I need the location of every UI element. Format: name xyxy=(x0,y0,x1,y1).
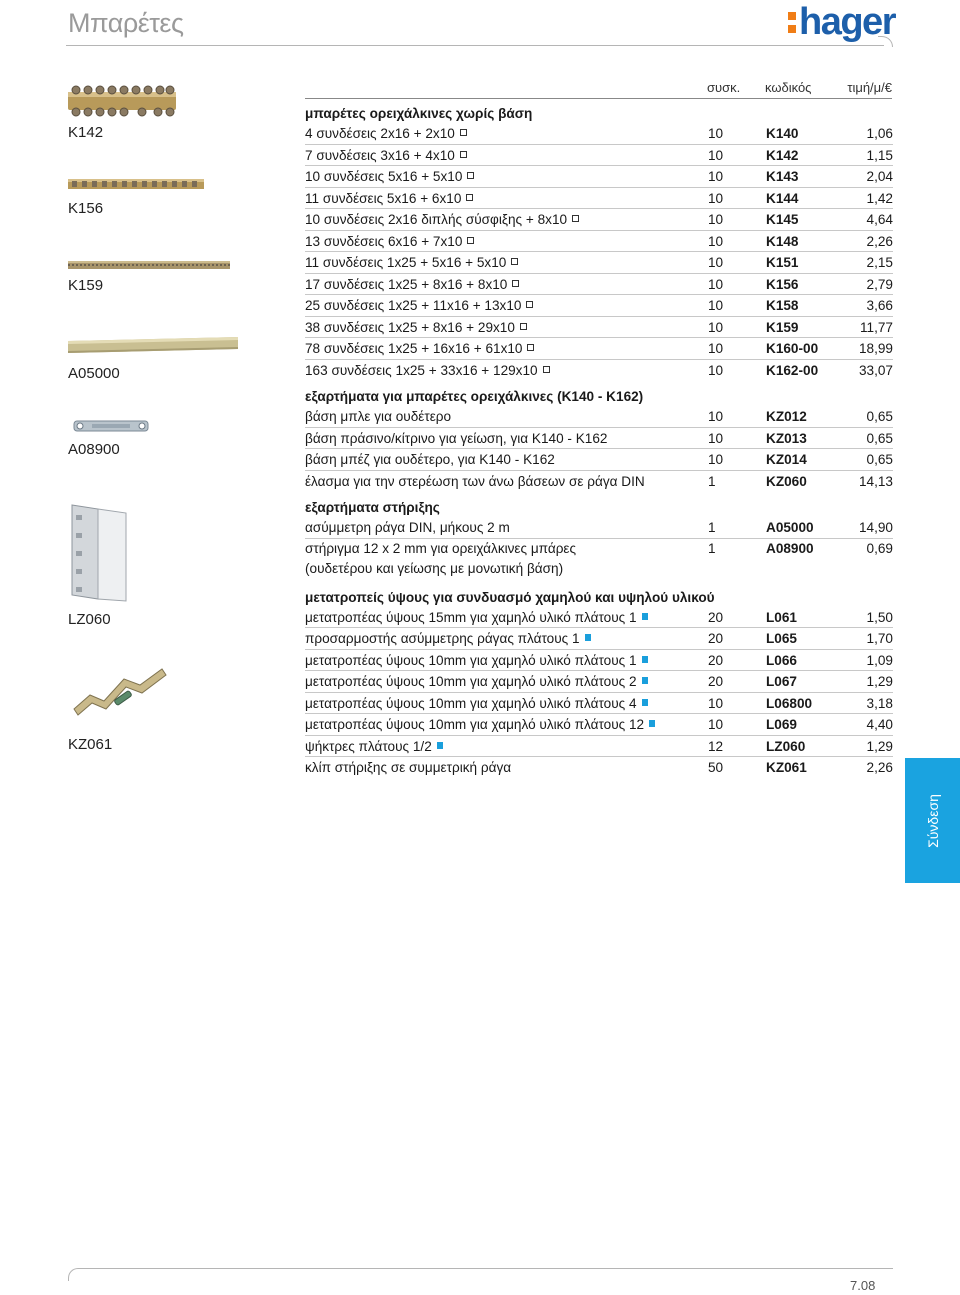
item-code: K159 xyxy=(766,319,799,335)
table-row xyxy=(305,317,893,339)
blue-square-marker-icon xyxy=(642,677,648,684)
item-qty: 10 xyxy=(708,255,724,270)
item-qty: 10 xyxy=(708,452,724,467)
item-description xyxy=(305,449,555,470)
item-description xyxy=(305,145,467,166)
table-row xyxy=(305,757,893,778)
item-price: 1,06 xyxy=(866,126,893,141)
image-label: K159 xyxy=(68,277,104,294)
item-description xyxy=(305,757,511,778)
footer-rule xyxy=(78,1268,893,1269)
item-code: L066 xyxy=(766,652,797,668)
section-title: μετατροπείς ύψους για συνδυασμό χαμηλού και υψηλού υλικού xyxy=(305,589,715,605)
title-rule xyxy=(66,45,884,46)
item-qty: 20 xyxy=(708,631,724,646)
item-code: K156 xyxy=(766,276,799,292)
item-qty: 10 xyxy=(708,695,724,711)
blue-square-marker-icon xyxy=(642,656,648,663)
item-qty: 1 xyxy=(708,473,716,489)
image-label: A08900 xyxy=(68,441,120,458)
terminal-bar-long-image xyxy=(68,259,230,271)
section-title: εξαρτήματα για μπαρέτες ορειχάλκινες (K140 - K162) xyxy=(305,389,644,404)
item-price: 2,26 xyxy=(866,760,893,775)
item-description-text: ασύμμετρη ράγα DIN, μήκους 2 m xyxy=(305,520,510,535)
table-row xyxy=(305,714,893,736)
item-description-text: 11 συνδέσεις 1x25 + 5x16 + 5x10 xyxy=(305,255,507,270)
product-table xyxy=(305,103,893,778)
hollow-square-marker-icon xyxy=(466,194,473,201)
item-qty: 10 xyxy=(708,298,724,313)
column-header-qty: συσκ. xyxy=(707,80,741,95)
image-label: K142 xyxy=(68,124,104,141)
item-price: 3,66 xyxy=(866,298,893,313)
item-price: 1,29 xyxy=(866,738,893,754)
item-price: 0,69 xyxy=(866,540,893,556)
item-code: K145 xyxy=(766,212,799,227)
blue-square-marker-icon xyxy=(642,613,648,620)
image-label: KZ061 xyxy=(68,736,113,753)
table-row xyxy=(305,628,893,650)
item-price: 1,29 xyxy=(866,674,893,689)
item-price: 14,90 xyxy=(858,520,893,535)
table-row xyxy=(305,671,893,693)
item-description xyxy=(305,539,576,579)
hollow-square-marker-icon xyxy=(460,129,467,136)
mounting-clip-image xyxy=(70,655,170,721)
item-price: 33,07 xyxy=(858,362,893,378)
item-description-text: μετατροπέας ύψους 15mm για χαμηλό υλικό πλάτους 1 xyxy=(305,609,637,625)
table-row xyxy=(305,123,893,145)
item-description xyxy=(305,166,474,187)
item-description xyxy=(305,338,534,359)
table-row xyxy=(305,252,893,274)
item-price: 2,79 xyxy=(866,276,893,292)
table-row xyxy=(305,428,893,450)
blue-square-marker-icon xyxy=(649,720,655,727)
item-price: 11,77 xyxy=(859,319,893,335)
item-qty: 10 xyxy=(708,190,724,206)
item-code: L069 xyxy=(766,717,797,732)
item-qty: 1 xyxy=(708,520,716,535)
item-qty: 12 xyxy=(708,738,724,754)
item-code: KZ012 xyxy=(766,409,807,424)
item-code: K162-00 xyxy=(766,362,819,378)
column-header-price: τιμή/μ/€ xyxy=(847,80,892,95)
item-code: K143 xyxy=(766,169,799,184)
table-row xyxy=(305,736,893,758)
item-description-text: 17 συνδέσεις 1x25 + 8x16 + 8x10 xyxy=(305,276,508,292)
item-price: 1,09 xyxy=(866,652,893,668)
item-description-text: έλασμα για την στερέωση των άνω βάσεων σε ράγα DIN xyxy=(305,473,645,489)
item-qty: 10 xyxy=(708,169,724,184)
item-code: LZ060 xyxy=(766,738,806,754)
table-row xyxy=(305,449,893,471)
section-title: μπαρέτες ορειχάλκινες χωρίς βάση xyxy=(305,106,533,121)
item-code: L061 xyxy=(766,609,797,625)
item-description xyxy=(305,231,474,252)
item-price: 0,65 xyxy=(866,452,893,467)
table-row xyxy=(305,145,893,167)
hollow-square-marker-icon xyxy=(512,280,519,287)
item-price: 4,64 xyxy=(866,212,893,227)
item-description-text: μετατροπέας ύψους 10mm για χαμηλό υλικό πλάτους 4 xyxy=(305,695,637,711)
hollow-square-marker-icon xyxy=(467,172,474,179)
image-label: A05000 xyxy=(68,365,120,382)
item-qty: 10 xyxy=(708,341,724,356)
item-description xyxy=(305,714,655,735)
brush-cover-image xyxy=(68,503,130,603)
item-qty: 10 xyxy=(708,276,724,292)
item-code: A05000 xyxy=(766,520,814,535)
item-price: 1,15 xyxy=(866,147,893,163)
item-qty: 1 xyxy=(708,540,716,556)
item-description xyxy=(305,123,467,144)
page-number: 7.08 xyxy=(850,1278,876,1293)
item-code: L06800 xyxy=(766,695,813,711)
brand-colon-icon xyxy=(788,12,796,33)
item-description-text: ψήκτρες πλάτους 1/2 xyxy=(305,738,432,754)
item-code: K142 xyxy=(766,147,799,163)
terminal-bar-medium-image xyxy=(68,176,204,192)
table-row xyxy=(305,166,893,188)
item-qty: 20 xyxy=(708,674,724,689)
item-price: 2,15 xyxy=(866,255,893,270)
hollow-square-marker-icon xyxy=(460,151,467,158)
item-code: L067 xyxy=(766,674,797,689)
item-description-text: βάση μπέζ για ουδέτερο, για K140 - K162 xyxy=(305,452,555,467)
brand-wordmark: hager xyxy=(799,0,895,43)
item-description xyxy=(305,517,510,538)
image-label: LZ060 xyxy=(68,611,111,628)
item-qty: 10 xyxy=(708,147,724,163)
item-code: K148 xyxy=(766,233,799,249)
item-description-text: 13 συνδέσεις 6x16 + 7x10 xyxy=(305,233,463,249)
table-row xyxy=(305,231,893,253)
item-description xyxy=(305,406,451,427)
item-price: 3,18 xyxy=(866,695,893,711)
footer-rule-curve xyxy=(68,1268,79,1281)
table-row xyxy=(305,471,893,492)
item-code: K158 xyxy=(766,298,799,313)
item-description-text: 38 συνδέσεις 1x25 + 8x16 + 29x10 xyxy=(305,319,515,335)
item-description-text: βάση μπλε για ουδέτερο xyxy=(305,409,452,424)
item-code: K160-00 xyxy=(766,341,819,356)
page-title: Μπαρέτες xyxy=(68,8,184,38)
item-code: KZ060 xyxy=(766,473,807,489)
item-description xyxy=(305,736,443,757)
item-price: 2,04 xyxy=(866,169,893,184)
item-code: K151 xyxy=(766,255,799,270)
item-description-text: 10 συνδέσεις 5x16 + 5x10 xyxy=(305,169,463,184)
table-row xyxy=(305,338,893,360)
item-description xyxy=(305,360,550,381)
item-qty: 20 xyxy=(708,652,724,668)
item-description xyxy=(305,671,648,692)
support-bracket-image xyxy=(68,417,154,435)
item-qty: 10 xyxy=(708,362,724,378)
item-code: K140 xyxy=(766,126,799,141)
item-code: KZ061 xyxy=(766,760,807,775)
item-price: 0,65 xyxy=(866,409,893,424)
item-description-text: 7 συνδέσεις 3x16 + 4x10 xyxy=(305,147,455,163)
section-side-tab[interactable] xyxy=(905,758,960,883)
table-row xyxy=(305,693,893,715)
item-description-text: μετατροπέας ύψους 10mm για χαμηλό υλικό πλάτους 12 xyxy=(305,717,645,732)
item-qty: 10 xyxy=(708,126,724,141)
item-price: 2,26 xyxy=(866,233,893,249)
item-description-text: 11 συνδέσεις 5x16 + 6x10 xyxy=(305,190,462,206)
item-description xyxy=(305,471,645,492)
item-description-text: 163 συνδέσεις 1x25 + 33x16 + 129x10 xyxy=(305,362,538,378)
item-code: K144 xyxy=(766,190,799,206)
item-description xyxy=(305,252,518,273)
hollow-square-marker-icon xyxy=(511,258,518,265)
hollow-square-marker-icon xyxy=(526,301,533,308)
item-description-text: μετατροπέας ύψους 10mm για χαμηλό υλικό πλάτους 1 xyxy=(305,652,637,668)
table-row xyxy=(305,360,893,381)
item-description xyxy=(305,428,607,449)
item-qty: 10 xyxy=(708,319,724,335)
item-description-text: στήριγμα 12 x 2 mm για ορειχάλκινες μπάρες xyxy=(305,540,577,556)
item-description xyxy=(305,650,648,671)
blue-square-marker-icon xyxy=(642,699,648,706)
image-label: K156 xyxy=(68,200,104,217)
column-header-code: κωδικός xyxy=(765,80,812,95)
brand-logo xyxy=(788,2,895,42)
hollow-square-marker-icon xyxy=(520,323,527,330)
item-description-text: 78 συνδέσεις 1x25 + 16x16 + 61x10 xyxy=(305,341,523,356)
blue-square-marker-icon xyxy=(437,742,443,749)
item-qty: 10 xyxy=(708,409,724,424)
item-qty: 50 xyxy=(708,760,724,775)
column-headers xyxy=(700,80,892,98)
item-description xyxy=(305,607,648,628)
hollow-square-marker-icon xyxy=(543,366,550,373)
table-row xyxy=(305,607,893,629)
item-description-text: μετατροπέας ύψους 10mm για χαμηλό υλικό πλάτους 2 xyxy=(305,674,637,689)
item-description-text: 10 συνδέσεις 2x16 διπλής σύσφιξης + 8x10 xyxy=(305,212,568,227)
item-description-text: προσαρμοστής ασύμμετρης ράγας πλάτους 1 xyxy=(305,631,580,646)
item-description-line2: (ουδετέρου και γείωσης με μονωτική βάση) xyxy=(305,560,564,576)
hollow-square-marker-icon xyxy=(527,344,534,351)
item-price: 1,42 xyxy=(866,190,893,206)
item-code: KZ014 xyxy=(766,452,807,467)
item-description xyxy=(305,693,648,714)
terminal-bar-short-image xyxy=(66,84,178,118)
table-row xyxy=(305,274,893,296)
item-qty: 10 xyxy=(708,212,724,227)
item-price: 1,70 xyxy=(866,631,893,646)
item-qty: 10 xyxy=(708,233,724,249)
section-title: εξαρτήματα στήριξης xyxy=(305,500,440,515)
item-description xyxy=(305,209,579,230)
item-description-text: βάση πράσινο/κίτρινο για γείωση, για K140 - K162 xyxy=(305,430,608,446)
item-price: 1,50 xyxy=(866,609,893,625)
item-price: 18,99 xyxy=(858,341,893,356)
table-row xyxy=(305,406,893,428)
item-qty: 20 xyxy=(708,609,724,625)
item-description-text: κλίπ στήριξης σε συμμετρική ράγα xyxy=(305,760,512,775)
item-code: L065 xyxy=(766,631,797,646)
item-qty: 10 xyxy=(708,717,724,732)
item-price: 14,13 xyxy=(858,473,893,489)
item-description-text: 4 συνδέσεις 2x16 + 2x10 xyxy=(305,126,455,141)
item-price: 0,65 xyxy=(866,430,893,446)
din-rail-image xyxy=(68,333,238,357)
item-description xyxy=(305,628,591,649)
table-row xyxy=(305,295,893,317)
table-row xyxy=(305,650,893,672)
side-tab-label: Σύνδεση xyxy=(924,793,941,848)
hollow-square-marker-icon xyxy=(572,215,579,222)
item-description xyxy=(305,317,527,338)
table-row xyxy=(305,209,893,231)
item-price: 4,40 xyxy=(866,717,893,732)
item-description xyxy=(305,188,473,209)
blue-square-marker-icon xyxy=(585,634,591,641)
item-description xyxy=(305,295,533,316)
item-description-text: 25 συνδέσεις 1x25 + 11x16 + 13x10 xyxy=(305,298,522,313)
table-row xyxy=(305,539,893,581)
table-row xyxy=(305,188,893,210)
item-code: A08900 xyxy=(766,540,814,556)
item-description xyxy=(305,274,519,295)
table-row xyxy=(305,517,893,539)
item-code: KZ013 xyxy=(766,430,807,446)
item-qty: 10 xyxy=(708,430,724,446)
header-rule xyxy=(305,98,892,99)
hollow-square-marker-icon xyxy=(467,237,474,244)
